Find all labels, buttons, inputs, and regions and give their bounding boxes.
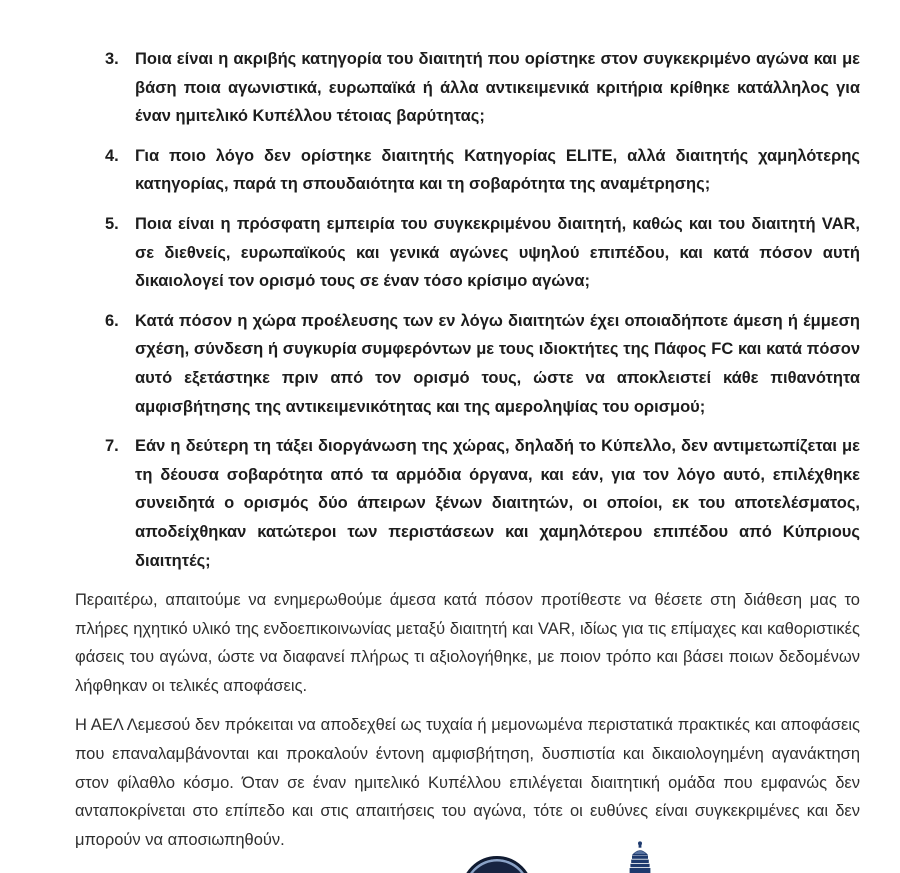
list-item-number: 5. [105, 214, 119, 233]
list-item-7 [105, 432, 860, 575]
club-crest-icon [461, 856, 533, 873]
list-item-6 [105, 307, 860, 421]
list-item-5 [105, 210, 860, 296]
list-item-4 [105, 142, 860, 199]
paragraph-club-statement: Η ΑΕΛ Λεμεσού δεν πρόκειται να αποδεχθεί ως τυχαία ή μεμονωμένα περιστατικά πρακτικές και αποφάσεις που επαναλαμβάνονται και προκαλούν έντονη αμφισβήτηση, δυσπιστία και δικαιολογημένη αγανάκτηση στον φίλαθλο κόσμο. Όταν σε έναν ημιτελικό Κυπέλλου επιλέγεται διαιτητική ομάδα που εμφανώς δεν ανταποκρίνεται στο επίπεδο και στις απαιτήσεις του αγώνα, τότε οι ευθύνες είναι συγκεκριμένες και δεν μπορούν να αποσιωπηθούν. [75, 716, 860, 849]
list-item-3 [105, 45, 860, 131]
questions-list [75, 45, 860, 575]
list-item-number: 4. [105, 146, 119, 165]
list-item-number: 6. [105, 311, 119, 330]
list-item-text: Εάν η δεύτερη τη τάξει διοργάνωση της χώρας, δηλαδή το Κύπελλο, δεν αντιμετωπίζεται με τη δέουσα σοβαρότητα από τα αρμόδια όργανα, και εάν, για τον λόγο αυτό, επιλέχθηκε συνειδητά ο ορισμός δύο άπειρων ξένων διαιτητών, οι οποίοι, εκ του αποτελέσματος, αποδείχθηκαν κατώτεροι των περιστάσεων και χαμηλότερου επιπέδου από Κύπριους διαιτητές; [135, 437, 860, 570]
list-item-text: Για ποιο λόγο δεν ορίστηκε διαιτητής Κατηγορίας ELITE, αλλά διαιτητής χαμηλότερης κατηγορίας, παρά τη σπουδαιότητα και τη σοβαρότητα της αναμέτρησης; [135, 146, 860, 194]
list-item-number: 7. [105, 437, 119, 456]
list-item-text: Ποια είναι η ακριβής κατηγορία του διαιτητή που ορίστηκε στον συγκεκριμένο αγώνα και με βάση ποια αγωνιστικά, ευρωπαϊκά ή άλλα αντικειμενικά κριτήρια κρίθηκε κατάλληλος για έναν ημιτελικό Κυπέλλου τέτοιας βαρύτητας; [135, 50, 860, 126]
paragraph-audio-request: Περαιτέρω, απαιτούμε να ενημερωθούμε άμεσα κατά πόσον προτίθεστε να θέσετε στη διάθεση μας το πλήρες ηχητικό υλικό της ενδοεπικοινωνίας μεταξύ διαιτητή και VAR, ιδίως για τις επίμαχες και καθοριστικές φάσεις του αγώνα, ώστε να διαφανεί πλήρως τι αξιολογήθηκε, με ποιον τρόπο και βάσει ποιων δεδομένων λήφθηκαν οι τελικές αποφάσεις. [75, 591, 860, 695]
list-item-text: Ποια είναι η πρόσφατη εμπειρία του συγκεκριμένου διαιτητή, καθώς και του διαιτητή VAR, σε διεθνείς, ευρωπαϊκούς και γενικά αγώνες υψηλού επιπέδου, και κατά πόσον αυτή δικαιολογεί τον ορισμό τους σε έναν τόσο κρίσιμο αγώνα; [135, 214, 860, 291]
list-item-text: Κατά πόσον η χώρα προέλευσης των εν λόγω διαιτητών έχει οποιαδήποτε άμεση ή έμμεση σχέση, σύνδεση ή συγκυρία συμφερόντων με τους ιδιοκτήτες της Πάφος FC και κατά πόσον αυτό εξετάστηκε πριν από τον ορισμό τους, ώστε να αποκλειστεί κάθε πιθανότητα αμφισβήτησης της αντικειμενικότητας και της αμεροληψίας του ορισμού; [135, 311, 860, 416]
list-item-number: 3. [105, 50, 119, 68]
